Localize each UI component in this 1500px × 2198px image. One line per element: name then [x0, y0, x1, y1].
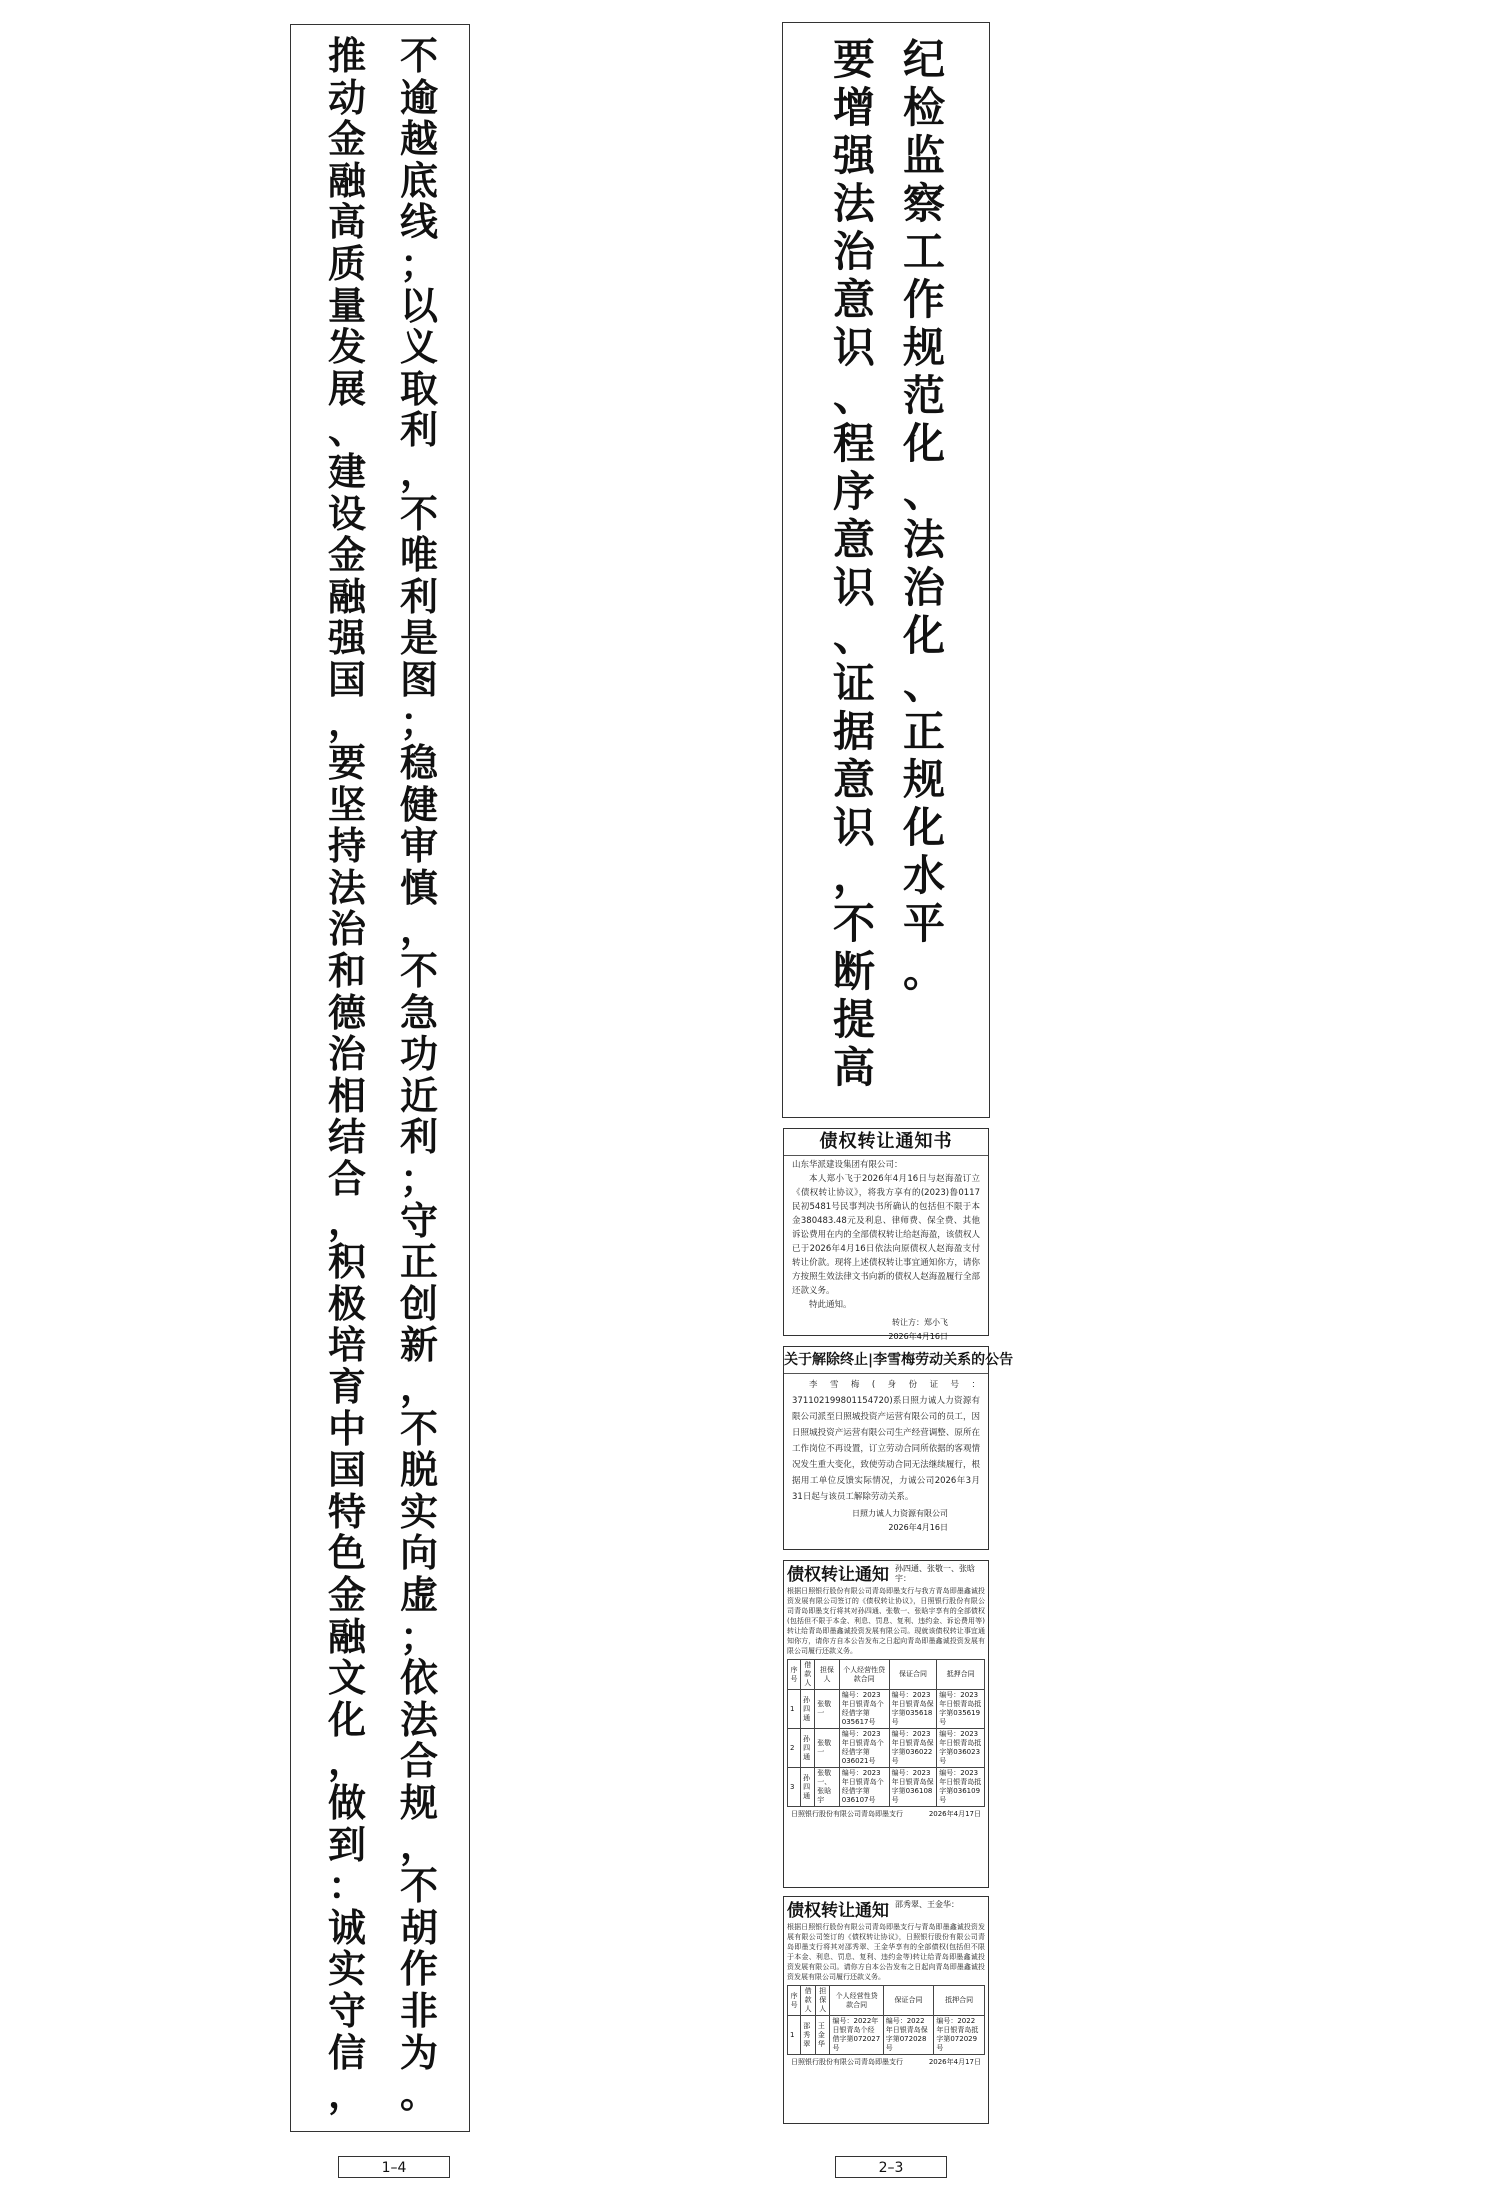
slogan-char: 法 [832, 179, 875, 228]
slogan-char: 识 [832, 323, 875, 372]
slogan-char: 融 [327, 574, 366, 619]
notice-body: 李雪梅(身份证号：371102199801154720)系日照力诚人力资源有限公司派至日照城投资产运营有限公司的员工，因日照城投资产运营有限公司生产经营调整、原所在工作岗位不再设置，订立劳动合同所依据的客观情况发生重大变化，致使劳动合同无法继续履行，根据用工单位反馈实际情况，力诚公司2026年3月31日起与该员工解除劳动关系。 [792, 1380, 980, 1502]
notice-date: 2026年4月16日 [888, 1332, 948, 1341]
slogan-char: 为 [399, 2030, 438, 2075]
slogan-char: 不 [399, 1864, 438, 1909]
slogan-char: 建 [327, 449, 366, 494]
slogan-char: 治 [327, 907, 366, 952]
slogan-char: 和 [327, 949, 366, 994]
table-cell: 编号：2023年日银青岛保字第036108号 [889, 1768, 937, 1807]
slogan-char: 正 [399, 1240, 438, 1285]
notice-addressee: 山东华派建设集团有限公司： [792, 1160, 903, 1170]
slogan-char: 序 [832, 467, 875, 516]
slogan-char: 要 [832, 35, 875, 84]
left-slogan-column-2 [319, 34, 375, 2117]
table-header-cell: 个人经营性贷款合同 [830, 1986, 883, 2016]
slogan-char: 国 [327, 657, 366, 702]
slogan-char: 利 [399, 574, 438, 619]
notice-closing: 特此通知。 [809, 1300, 852, 1310]
slogan-char: 平 [902, 899, 945, 948]
slogan-char: 增 [832, 83, 875, 132]
slogan-char: 是 [399, 616, 438, 661]
notice-sign: 转让方：郑小飞 [892, 1318, 948, 1327]
slogan-char: 察 [902, 179, 945, 228]
slogan-char: 不 [399, 491, 438, 536]
slogan-char: 急 [399, 990, 438, 1035]
notice-table [787, 1659, 985, 1807]
slogan-char: 极 [327, 1281, 366, 1326]
table-header-cell: 序号 [788, 1660, 801, 1690]
slogan-char: 结 [327, 1115, 366, 1160]
slogan-char: ， [399, 907, 438, 952]
slogan-char: 水 [902, 851, 945, 900]
slogan-char: 创 [399, 1281, 438, 1326]
slogan-char: 识 [832, 803, 875, 852]
table-cell: 孙四通 [801, 1690, 815, 1729]
table-header-cell: 担保人 [815, 1986, 830, 2016]
notice-date: 2026年4月16日 [888, 1523, 948, 1532]
table-cell: 2 [788, 1729, 801, 1768]
slogan-char: 意 [832, 755, 875, 804]
table-cell: 王金华 [815, 2016, 830, 2055]
notice-title: 债权转让通知书 [819, 1131, 953, 1152]
slogan-char: 、 [902, 467, 945, 516]
table-cell: 邵秀翠 [801, 2016, 816, 2055]
slogan-char: 治 [327, 1032, 366, 1077]
slogan-char: 中 [327, 1406, 366, 1451]
slogan-char: 到 [327, 1822, 366, 1867]
slogan-char: 色 [327, 1531, 366, 1576]
slogan-char: ， [399, 449, 438, 494]
slogan-char: 规 [902, 323, 945, 372]
notice-labor-termination [783, 1346, 1014, 1550]
notice-footer-date: 2026年4月17日 [928, 2058, 981, 2066]
table-header-cell: 保证合同 [889, 1660, 937, 1690]
table-cell: 张敬一、张晗宇 [815, 1768, 839, 1807]
slogan-char: 文 [327, 1656, 366, 1701]
slogan-char: 相 [327, 1073, 366, 1118]
slogan-char: 金 [327, 117, 366, 162]
left-slogan-column-1 [391, 34, 447, 2117]
table-header-cell: 借款人 [801, 1660, 815, 1690]
right-slogan-box [782, 22, 990, 1118]
slogan-char: 国 [327, 1448, 366, 1493]
slogan-char: 不 [399, 949, 438, 994]
table-cell: 编号：2023年日银青岛抵字第035619号 [937, 1690, 985, 1729]
slogan-char: 法 [399, 1697, 438, 1742]
slogan-char: 稳 [399, 741, 438, 786]
slogan-char: 合 [399, 1739, 438, 1784]
slogan-char: 作 [902, 275, 945, 324]
slogan-char: 意 [832, 275, 875, 324]
slogan-char: 利 [399, 1115, 438, 1160]
table-header-cell: 借款人 [801, 1986, 816, 2016]
slogan-char: 规 [902, 755, 945, 804]
table-cell: 编号：2023年日银青岛抵字第036023号 [937, 1729, 985, 1768]
notice-footer-issuer: 日照银行股份有限公司青岛即墨支行 [791, 1810, 903, 1818]
slogan-char: ， [327, 1198, 366, 1243]
slogan-char: 依 [399, 1656, 438, 1701]
slogan-char: 展 [327, 366, 366, 411]
slogan-char: 范 [902, 371, 945, 420]
slogan-char: 坚 [327, 782, 366, 827]
slogan-char: 强 [327, 616, 366, 661]
notice-debt-transfer-1 [783, 1128, 989, 1341]
slogan-char: 利 [399, 408, 438, 453]
notice-title: 关于解除终止|李雪梅劳动关系的公告 [784, 1352, 1014, 1368]
slogan-char: 检 [902, 83, 945, 132]
slogan-char: 监 [902, 131, 945, 180]
slogan-char: 作 [399, 1947, 438, 1992]
slogan-char: 设 [327, 491, 366, 536]
notice-sign: 日照力诚人力资源有限公司 [852, 1509, 948, 1518]
slogan-char: 纪 [902, 35, 945, 84]
slogan-char: 胡 [399, 1905, 438, 1950]
slogan-char: 质 [327, 241, 366, 286]
slogan-char: 育 [327, 1365, 366, 1409]
table-header-cell: 抵押合同 [934, 1986, 985, 2016]
notice-title: 债权转让通知 [787, 1901, 889, 1921]
left-page-number: 1–4 [338, 2156, 450, 2178]
slogan-char: 动 [327, 75, 366, 120]
notice-title: 债权转让通知 [787, 1565, 889, 1585]
slogan-char: 、 [832, 611, 875, 660]
slogan-char: 守 [399, 1198, 438, 1243]
slogan-char: 实 [399, 1489, 438, 1534]
notice-addressee: 邵秀翠、王金华： [895, 1900, 959, 1909]
left-slogan-box [290, 24, 470, 2132]
table-row [788, 1690, 985, 1729]
table-cell: 3 [788, 1768, 801, 1807]
slogan-char: ， [832, 851, 875, 900]
slogan-char: 特 [327, 1489, 366, 1534]
table-row [788, 2016, 985, 2055]
table-cell: 编号：2022年日银青岛个经借字第072027号 [830, 2016, 883, 2055]
table-row [788, 1768, 985, 1807]
table-cell: 编号：2023年日银青岛个经借字第035617号 [839, 1690, 889, 1729]
slogan-char: 以 [399, 283, 438, 328]
slogan-char: 高 [832, 1043, 875, 1092]
table-cell: 编号：2023年日银青岛抵字第036109号 [937, 1768, 985, 1807]
slogan-char: 越 [399, 117, 438, 162]
table-cell: 编号：2023年日银青岛保字第036022号 [889, 1729, 937, 1768]
slogan-char: 法 [327, 865, 366, 910]
notice-body: 根据日照银行股份有限公司青岛即墨支行与我方青岛即墨鑫诚投资发展有限公司签订的《债权转让协议》，日照银行股份有限公司青岛即墨支行将其对孙四通、张敬一、张晗宇享有的全部债权(包括但不限于本金、利息、罚息、复利、违约金、诉讼费用等)转让给青岛即墨鑫诚投资发展有限公司。现就该债权转让事宜通知你方，请你方自本公告发布之日起向青岛即墨鑫诚投资发展有限公司履行还款义务。 [787, 1587, 985, 1655]
slogan-char: 底 [399, 158, 438, 203]
notice-debt-transfer-3 [783, 1896, 989, 2124]
slogan-char: 发 [327, 325, 366, 370]
slogan-char: 图 [399, 657, 438, 702]
slogan-char: 守 [327, 1988, 366, 2033]
notice-footer-date: 2026年4月17日 [928, 1810, 981, 1818]
slogan-char: 金 [327, 1572, 366, 1617]
slogan-char: 健 [399, 782, 438, 827]
table-cell: 张敬一 [815, 1729, 839, 1768]
slogan-char: 向 [399, 1531, 438, 1576]
slogan-char: 断 [832, 947, 875, 996]
table-header-cell: 序号 [788, 1986, 801, 2016]
slogan-char: 审 [399, 824, 438, 869]
slogan-char: 强 [832, 131, 875, 180]
slogan-char: 识 [832, 563, 875, 612]
slogan-char: 唯 [399, 533, 438, 578]
slogan-char: ； [399, 699, 438, 744]
notice-body: 根据日照银行股份有限公司青岛即墨支行与青岛即墨鑫诚投资发展有限公司签订的《债权转让协议》，日照银行股份有限公司青岛即墨支行将其对邵秀翠、王金华享有的全部债权(包括但不限于本金、利息、罚息、复利、违约金等)转让给青岛即墨鑫诚投资发展有限公司。请你方自本公告发布之日起向青岛即墨鑫诚投资发展有限公司履行还款义务。 [787, 1923, 985, 1981]
slogan-char: 德 [327, 990, 366, 1035]
slogan-char: 融 [327, 158, 366, 203]
notice-debt-transfer-2 [783, 1560, 989, 1888]
notice-table [787, 1985, 985, 2055]
table-cell: 孙四通 [801, 1729, 815, 1768]
slogan-char: 高 [327, 200, 366, 245]
table-header-cell: 保证合同 [883, 1986, 934, 2016]
notice-addressee: 孙四通、张敬一、张晗宇： [895, 1564, 975, 1583]
slogan-char: ： [327, 1864, 366, 1909]
slogan-char: 线 [399, 200, 438, 245]
notice-footer-issuer: 日照银行股份有限公司青岛即墨支行 [791, 2058, 903, 2066]
slogan-char: 非 [399, 1988, 438, 2033]
notice-body: 本人郑小飞于2026年4月16日与赵海盈订立《债权转让协议》，将我方享有的(2023)鲁0117民初5481号民事判决书所确认的包括但不限于本金380483.48元及利息、律师费、保全费、其他诉讼费用在内的全部债权转让给赵海盈，该债权人已于2026年4月16日依法向原债权人赵海盈支付转让价款。现将上述债权转让事宜通知你方，请你方按照生效法律文书向新的债权人赵海盈履行全部还款义务。 [792, 1174, 980, 1296]
slogan-char: 程 [832, 419, 875, 468]
slogan-char: 不 [399, 1406, 438, 1451]
slogan-char: ， [399, 1822, 438, 1867]
slogan-char: 证 [832, 659, 875, 708]
slogan-char: 信 [327, 2030, 366, 2075]
slogan-char: 新 [399, 1323, 438, 1368]
slogan-char: 诚 [327, 1905, 366, 1950]
slogan-char: 推 [327, 34, 366, 78]
slogan-char: 化 [902, 803, 945, 852]
slogan-char: 要 [327, 741, 366, 786]
slogan-char: 虚 [399, 1572, 438, 1617]
slogan-char: ； [399, 241, 438, 286]
slogan-char: 近 [399, 1073, 438, 1118]
slogan-char: ， [327, 699, 366, 744]
table-cell: 编号：2023年日银青岛个经借字第036021号 [839, 1729, 889, 1768]
slogan-char: 规 [399, 1780, 438, 1825]
right-slogan-column-2 [823, 35, 885, 1095]
slogan-char: ， [327, 1739, 366, 1784]
table-header-cell: 抵押合同 [937, 1660, 985, 1690]
slogan-char: ， [327, 2072, 366, 2117]
slogan-char: 意 [832, 515, 875, 564]
table-header-row [788, 1660, 985, 1690]
slogan-char: ； [399, 1157, 438, 1202]
slogan-char: 不 [399, 34, 438, 78]
table-cell: 编号：2022年日银青岛保字第072028号 [883, 2016, 934, 2055]
slogan-char: ； [399, 1614, 438, 1659]
slogan-char: 义 [399, 325, 438, 370]
slogan-char: 量 [327, 283, 366, 328]
slogan-char: 治 [902, 563, 945, 612]
slogan-char: 慎 [399, 865, 438, 910]
slogan-char: 治 [832, 227, 875, 276]
table-header-cell: 担保人 [815, 1660, 839, 1690]
right-slogan-column-1 [893, 35, 955, 999]
slogan-char: 。 [902, 947, 945, 996]
slogan-char: ， [399, 1365, 438, 1409]
table-header-cell: 个人经营性贷款合同 [839, 1660, 889, 1690]
slogan-char: 持 [327, 824, 366, 869]
slogan-char: 逾 [399, 75, 438, 120]
slogan-char: 做 [327, 1780, 366, 1825]
table-header-row [788, 1986, 985, 2016]
slogan-char: 、 [327, 408, 366, 453]
slogan-char: 法 [902, 515, 945, 564]
slogan-char: 工 [902, 227, 945, 276]
slogan-char: 化 [327, 1697, 366, 1742]
slogan-char: 、 [832, 371, 875, 420]
slogan-char: 提 [832, 995, 875, 1044]
slogan-char: 金 [327, 533, 366, 578]
table-cell: 编号：2023年日银青岛保字第035618号 [889, 1690, 937, 1729]
slogan-char: 化 [902, 419, 945, 468]
slogan-char: 培 [327, 1323, 366, 1368]
slogan-char: 正 [902, 707, 945, 756]
table-cell: 张敬一 [815, 1690, 839, 1729]
slogan-char: 合 [327, 1157, 366, 1202]
table-cell: 编号：2023年日银青岛个经借字第036107号 [839, 1768, 889, 1807]
slogan-char: 融 [327, 1614, 366, 1659]
slogan-char: 化 [902, 611, 945, 660]
slogan-char: 取 [399, 366, 438, 411]
table-cell: 编号：2022年日银青岛抵字第072029号 [934, 2016, 985, 2055]
slogan-char: 不 [832, 899, 875, 948]
table-cell: 1 [788, 2016, 801, 2055]
slogan-char: 功 [399, 1032, 438, 1077]
slogan-char: 据 [832, 707, 875, 756]
slogan-char: 积 [327, 1240, 366, 1285]
slogan-char: 脱 [399, 1448, 438, 1493]
right-page-number: 2–3 [835, 2156, 947, 2178]
table-row [788, 1729, 985, 1768]
slogan-char: 实 [327, 1947, 366, 1992]
slogan-char: 、 [902, 659, 945, 708]
table-cell: 孙四通 [801, 1768, 815, 1807]
slogan-char: 。 [399, 2072, 438, 2117]
table-cell: 1 [788, 1690, 801, 1729]
